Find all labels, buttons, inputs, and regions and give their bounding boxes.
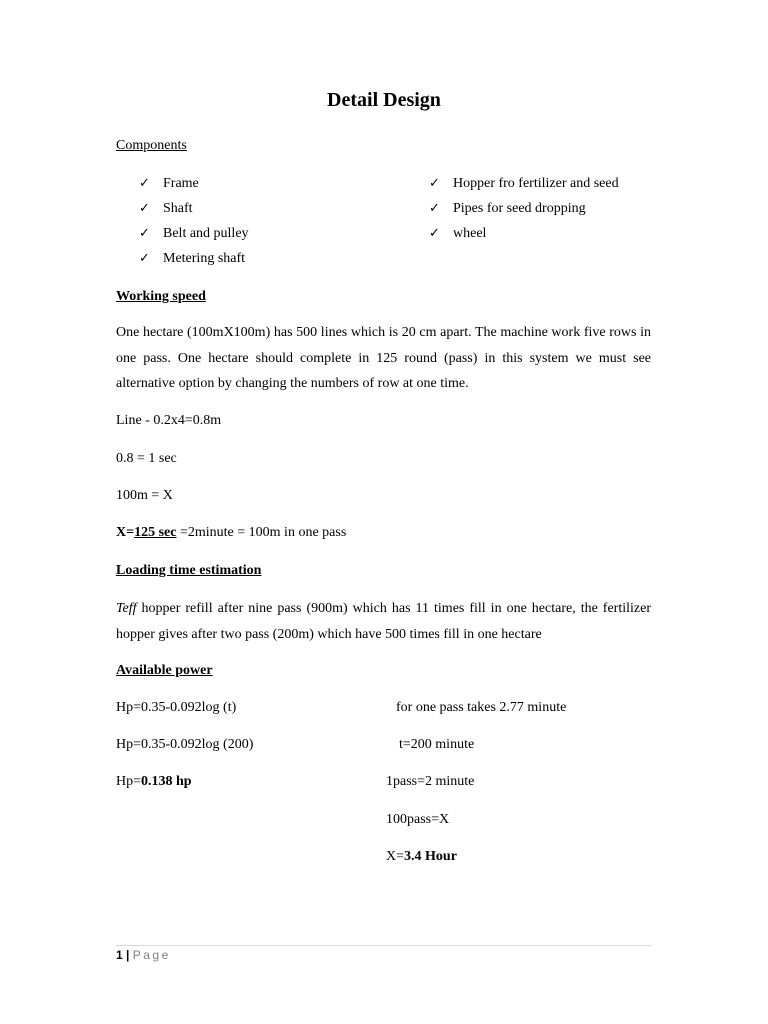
- list-item: [429, 201, 586, 218]
- teff-term: Teff: [116, 601, 137, 616]
- list-item: [139, 226, 249, 243]
- result-prefix: X=: [116, 525, 135, 540]
- list-item: [139, 201, 193, 218]
- page-footer: [116, 948, 171, 962]
- page-number: 1: [116, 948, 123, 962]
- footer-separator: |: [122, 948, 133, 962]
- checkmark-icon: ✓: [139, 226, 150, 241]
- time-result-prefix: X=: [386, 849, 405, 864]
- loading-text: hopper refill after nine pass (900m) which has 11 times fill in one hectare, the fertilizer hopper gives after two pass (200m) which have 500 times fill in one hectare: [116, 601, 651, 642]
- component-label: Belt and pulley: [163, 226, 249, 241]
- components-heading: Components: [116, 138, 187, 153]
- component-label: wheel: [453, 226, 487, 241]
- component-label: Shaft: [163, 201, 193, 216]
- list-item: [139, 176, 199, 193]
- power-note-line: 100pass=X: [386, 812, 450, 827]
- time-result-line: [386, 849, 457, 866]
- working-speed-heading: Working speed: [116, 289, 206, 304]
- power-note-line: for one pass takes 2.77 minute: [396, 700, 567, 715]
- calc-line: 100m = X: [116, 488, 173, 503]
- list-item: [429, 176, 619, 193]
- component-label: Pipes for seed dropping: [453, 201, 586, 216]
- checkmark-icon: ✓: [139, 251, 150, 266]
- component-label: Metering shaft: [163, 251, 246, 266]
- result-value: 125 sec: [134, 525, 177, 540]
- component-label: Frame: [163, 176, 199, 191]
- power-result-prefix: Hp=: [116, 774, 142, 789]
- power-formula-line: Hp=0.35-0.092log (t): [116, 700, 237, 715]
- loading-time-heading: Loading time estimation: [116, 563, 262, 578]
- footer-divider: [116, 945, 652, 946]
- calc-line: Line - 0.2x4=0.8m: [116, 413, 222, 428]
- component-label: Hopper fro fertilizer and seed: [453, 176, 619, 191]
- available-power-heading: Available power: [116, 663, 213, 678]
- list-item: [139, 251, 245, 268]
- checkmark-icon: ✓: [429, 176, 440, 191]
- checkmark-icon: ✓: [139, 201, 150, 216]
- time-result-value: 3.4 Hour: [404, 849, 457, 864]
- result-text: =2minute = 100m in one pass: [176, 525, 347, 540]
- power-note-line: t=200 minute: [399, 737, 475, 752]
- power-note-line: 1pass=2 minute: [386, 774, 475, 789]
- calc-result-line: [116, 525, 346, 542]
- power-result-line: [116, 774, 192, 791]
- calc-line: 0.8 = 1 sec: [116, 451, 177, 466]
- list-item: [429, 226, 486, 243]
- checkmark-icon: ✓: [429, 226, 440, 241]
- power-formula-line: Hp=0.35-0.092log (200): [116, 737, 254, 752]
- loading-time-paragraph: [116, 596, 651, 647]
- checkmark-icon: ✓: [429, 201, 440, 216]
- page-title: Detail Design: [327, 89, 441, 111]
- checkmark-icon: ✓: [139, 176, 150, 191]
- power-result-value: 0.138 hp: [141, 774, 192, 789]
- page-label: Page: [132, 948, 171, 962]
- working-speed-paragraph: One hectare (100mX100m) has 500 lines which is 20 cm apart. The machine work five rows in one pass. One hectare should complete in 125 round (pass) in this system we must see alternative option by changing the numbers of row at one time.: [116, 325, 651, 391]
